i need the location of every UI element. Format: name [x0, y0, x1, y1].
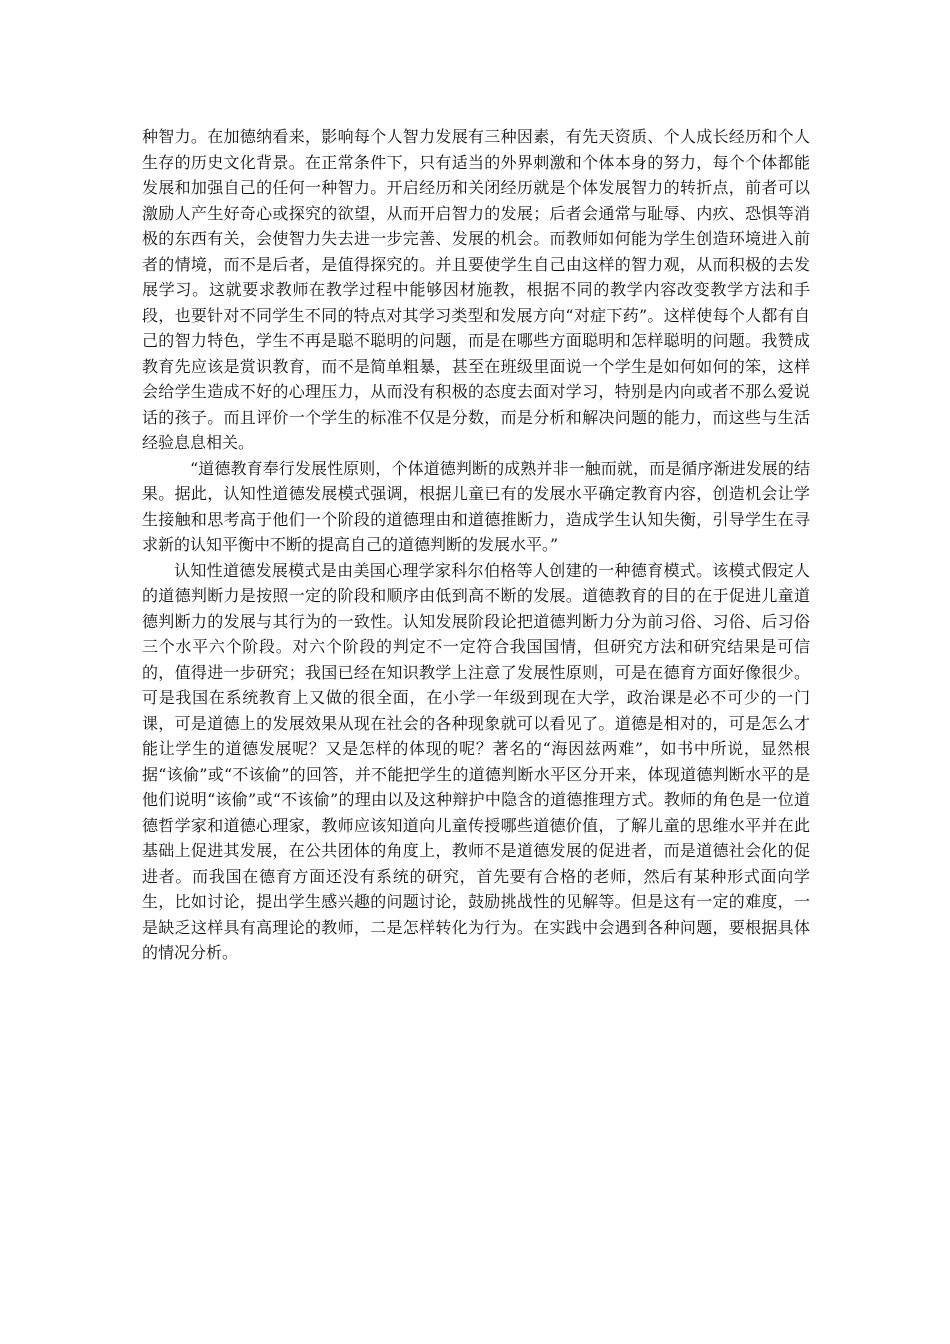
- paragraph-multiple-intelligences: 种智力。在加德纳看来，影响每个人智力发展有三种因素，有先天资质、个人成长经历和个人生存的历史文化背景。在正常条件下，只有适当的外界刺激和个体本身的努力，每个个体都能发展和加强自己的任何一种智力。开启经历和关闭经历就是个体发展智力的转折点，前者可以激励人产生好奇心或探究的欲望，从而开启智力的发展；后者会通常与耻辱、内疚、恐惧等消极的东西有关，会使智力失去进一步完善、发展的机会。而教师如何能为学生创造环境进入前者的情境，而不是后者，是值得探究的。并且要使学生自己由这样的智力观，从而积极的去发展学习。这就要求教师在教学过程中能够因材施教，根据不同的教学内容改变教学方法和手段，也要针对不同学生不同的特点对其学习类型和发展方向“对症下药”。这样使每个人都有自己的智力特色，学生不再是聪不聪明的问题，而是在哪些方面聪明和怎样聪明的问题。我赞成教育先应该是赏识教育，而不是简单粗暴，甚至在班级里面说一个学生是如何如何的笨，这样会给学生造成不好的心理压力，从而没有积极的态度去面对学习，特别是内向或者不那么爱说话的孩子。而且评价一个学生的标准不仅是分数，而是分析和解决问题的能力，而这些与生活经验息息相关。: [142, 127, 810, 452]
- document-page: [142, 124, 810, 966]
- paragraph-quotation: “道德教育奉行发展性原则，个体道德判断的成熟并非一触而就，而是循序渐进发展的结果。据此，认知性道德发展模式强调，根据儿童已有的发展水平确定教育内容，创造机会让学生接触和思考高于他们一个阶段的道德理由和道德推断力，造成学生认知失衡，引导学生在寻求新的认知平衡中不断的提高自己的道德判断的发展水平。”: [142, 458, 810, 554]
- paragraph-moral-development: 认知性道德发展模式是由美国心理学家科尔伯格等人创建的一种德育模式。该模式假定人的道德判断力是按照一定的阶段和顺序由低到高不断的发展。道德教育的目的在于促进儿童道德判断力的发展与其行为的一致性。认知发展阶段论把道德判断力分为前习俗、习俗、后习俗三个水平六个阶段。对六个阶段的判定不一定符合我国国情，但研究方法和研究结果是可信的，值得进一步研究；我国已经在知识教学上注意了发展性原则，可是在德育方面好像很少。可是我国在系统教育上又做的很全面，在小学一年级到现在大学，政治课是必不可少的一门课，可是道德上的发展效果从现在社会的各种现象就可以看见了。道德是相对的，可是怎么才能让学生的道德发展呢？又是怎样的体现的呢？著名的“海因兹两难”，如书中所说，显然根据“该偷”或“不该偷”的回答，并不能把学生的道德判断水平区分开来，体现道德判断水平的是他们说明“该偷”或“不该偷”的理由以及这种辩护中隐含的道德推理方式。教师的角色是一位道德哲学家和道德心理家，教师应该知道向儿童传授哪些道德价值，了解儿童的思维水平并在此基础上促进其发展，在公共团体的角度上，教师不是道德发展的促进者，而是道德社会化的促进者。而我国在德育方面还没有系统的研究，首先要有合格的老师，然后有某种形式面向学生，比如讨论，提出学生感兴趣的问题讨论，鼓励挑战性的见解等。但是这有一定的难度，一是缺乏这样具有高理论的教师，二是怎样转化为行为。在实践中会遇到各种问题，要根据具体的情况分析。: [142, 560, 810, 962]
